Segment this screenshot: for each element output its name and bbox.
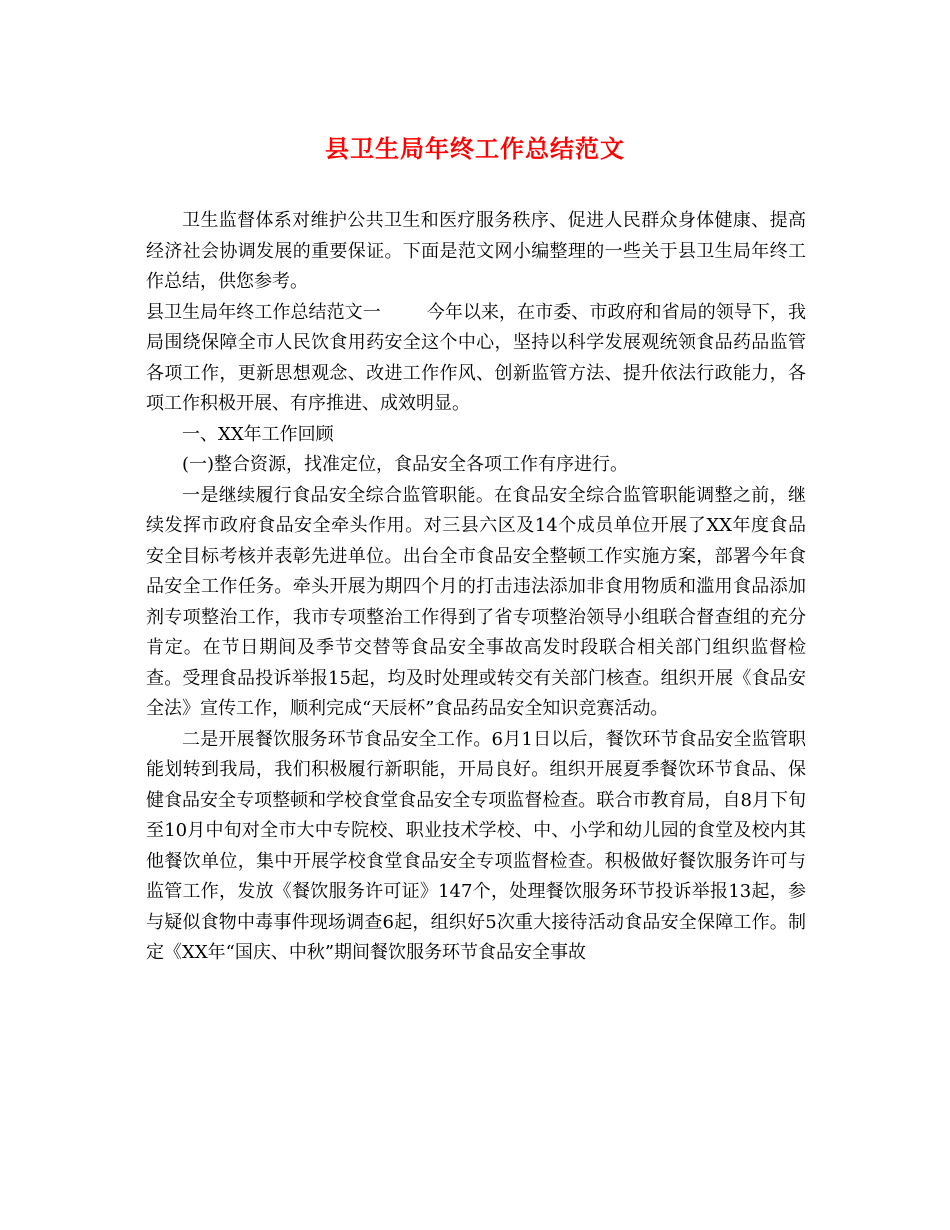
sample-intro-text: 今年以来，在市委、市政府和省局的领导下，我局围绕保障全市人民饮食用药安全这个中心，坚持以科学发展观统领食品药品监管各项工作，更新思想观念、改进工作作风、创新监管方法、提升依法行政能力，各项工作积极开展、有序推进、成效明显。 <box>146 301 806 414</box>
item-paragraph-1: 一是继续履行食品安全综合监管职能。在食品安全综合监管职能调整之前，继续发挥市政府食品安全牵头作用。对三县六区及14个成员单位开展了XX年度食品安全目标考核并表彰先进单位。出台全市食品安全整顿工作实施方案，部署今年食品安全工作任务。牵头开展为期四个月的打击违法添加非食用物质和滥用食品添加剂专项整治工作，我市专项整治工作得到了省专项整治领导小组联合督查组的充分肯定。在节日期间及季节交替等食品安全事故高发时段联合相关部门组织监督检查。受理食品投诉举报15起，均及时处理或转交有关部门核查。组织开展《食品安全法》宣传工作，顺利完成“天辰杯”食品药品安全知识竞赛活动。 <box>146 484 806 719</box>
subsection-heading: (一)整合资源，找准定位，食品安全各项工作有序进行。 <box>182 454 629 475</box>
intro-paragraph: 卫生监督体系对维护公共卫生和医疗服务秩序、促进人民群众身体健康、提高经济社会协调发展的重要保证。下面是范文网小编整理的一些关于县卫生局年终工作总结，供您参考。 <box>146 210 806 292</box>
document-body <box>146 206 806 969</box>
document-title: 县卫生局年终工作总结范文 <box>325 134 625 163</box>
section-heading: 一、XX年工作回顾 <box>182 423 334 445</box>
sample-heading: 县卫生局年终工作总结范文一 <box>146 301 381 323</box>
sample-paragraph <box>146 298 806 420</box>
item-paragraph-2: 二是开展餐饮服务环节食品安全工作。6月1日以后，餐饮环节食品安全监管职能划转到我局，我们积极履行新职能，开局良好。组织开展夏季餐饮环节食品、保健食品安全专项整顿和学校食堂食品安全专项监督检查。联合市教育局，自8月下旬至10月中旬对全市大中专院校、职业技术学校、中、小学和幼儿园的食堂及校内其他餐饮单位，集中开展学校食堂食品安全专项监督检查。积极做好餐饮服务许可与监管工作，发放《餐饮服务许可证》147个，处理餐饮服务环节投诉举报13起，参与疑似食物中毒事件现场调查6起，组织好5次重大接待活动食品安全保障工作。制定《XX年“国庆、中秋”期间餐饮服务环节食品安全事故 <box>146 728 806 963</box>
